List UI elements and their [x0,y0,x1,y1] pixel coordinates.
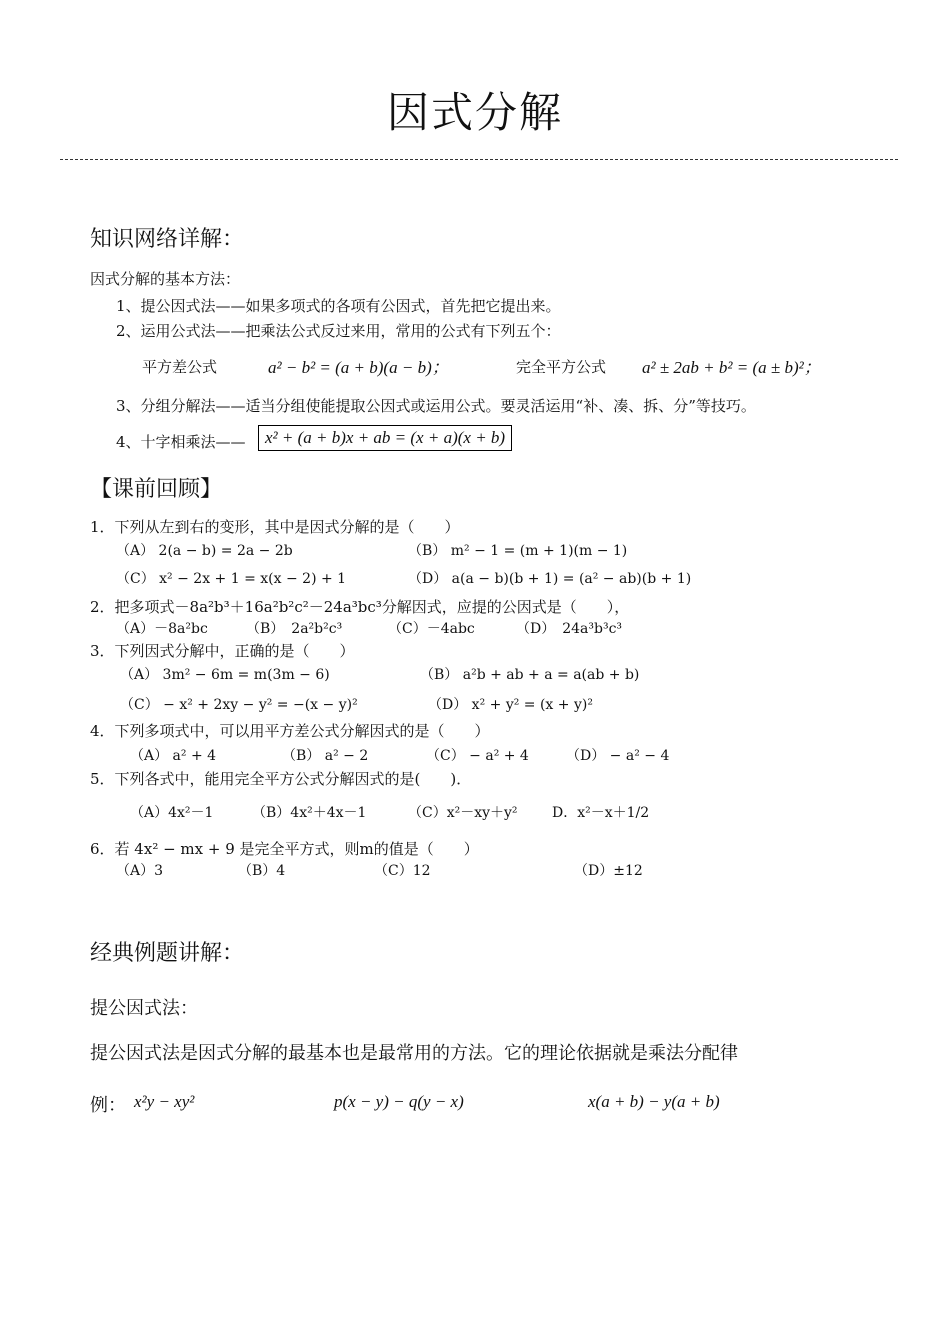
question-4-option-c: （C） − a² + 4 [426,748,529,764]
question-1-stem: 1．下列从左到右的变形，其中是因式分解的是（ ） [90,518,460,536]
question-1-option-b: （B） m² − 1 = (m + 1)(m − 1) [408,543,628,559]
example-1: x²y − xy² [134,1092,195,1111]
method-3: 3、分组分解法——适当分组使能提取公因式或运用公式。要灵活运用“补、凑、拆、分”等技巧。 [116,397,756,415]
question-2-option-d: （D） 24a³b³c³ [516,621,623,637]
question-1-option-d: （D） a(a − b)(b + 1) = (a² − ab)(b + 1) [408,571,692,587]
page-title: 因式分解 [386,88,563,137]
example-2: p(x − y) − q(y − x) [334,1092,464,1111]
question-2-option-a: （A）－8a²bc [116,621,208,637]
question-3-option-b: （B） a²b + ab + a = a(ab + b) [420,667,640,683]
question-3-stem: 3．下列因式分解中，正确的是（ ） [90,642,355,660]
formula-sq-diff: a² − b² = (a + b)(a − b)； [268,358,449,377]
example-3: x(a + b) − y(a + b) [588,1092,720,1111]
common-factor-description: 提公因式法是因式分解的最基本也是最常用的方法。它的理论依据就是乘法分配律 [90,1043,738,1064]
question-4-option-a: （A） a² + 4 [130,748,217,764]
formula-perfect-label: 完全平方公式 [516,358,607,376]
question-2-option-b: （B） 2a²b²c³ [246,621,343,637]
question-3-option-d: （D） x² + y² = (x + y)² [428,697,593,713]
question-5-option-b: （B）4x²＋4x－1 [252,805,367,821]
method-2: 2、运用公式法——把乘法公式反过来用，常用的公式有下列五个： [116,322,561,340]
formula-cross-multiplication: x² + (a + b)x + ab = (x + a)(x + b) [258,425,512,451]
section-heading-review: 【课前回顾】 [90,477,223,502]
question-6-option-c: （C）12 [374,863,431,879]
example-label: 例： [90,1095,126,1116]
question-5-option-c: （C）x²－xy＋y² [408,805,518,821]
question-1-option-a: （A） 2(a − b) = 2a − 2b [116,543,293,559]
method-4: 4、十字相乘法—— [116,433,246,451]
question-3-option-a: （A） 3m² − 6m = m(3m − 6) [120,667,330,683]
subheading-common-factor: 提公因式法： [90,998,198,1019]
question-6-option-a: （A）3 [116,863,164,879]
question-6-option-b: （B）4 [238,863,286,879]
question-5-stem: 5．下列各式中，能用完全平方公式分解因式的是( )． [90,770,472,788]
methods-intro: 因式分解的基本方法： [90,270,241,288]
question-4-option-b: （B） a² − 2 [282,748,369,764]
question-6-stem: 6．若 4x² − mx + 9 是完全平方式，则m的值是（ ） [90,840,479,858]
formula-sq-diff-label: 平方差公式 [142,358,218,376]
question-4-stem: 4．下列多项式中，可以用平方差公式分解因式的是（ ） [90,722,490,740]
section-heading-examples: 经典例题讲解： [90,941,245,966]
section-heading-knowledge: 知识网络详解： [90,227,245,252]
method-1: 1、提公因式法——如果多项式的各项有公因式，首先把它提出来。 [116,297,561,315]
question-6-option-d: （D）±12 [574,863,643,879]
question-2-stem: 2．把多项式－8a²b³＋16a²b²c²－24a³bc³分解因式，应提的公因式是（ ）， [90,598,630,616]
question-3-option-c: （C） − x² + 2xy − y² = −(x − y)² [120,697,358,713]
question-5-option-a: （A）4x²－1 [130,805,214,821]
question-1-option-c: （C） x² − 2x + 1 = x(x − 2) + 1 [116,571,347,587]
question-2-option-c: （C）－4abc [388,621,475,637]
formula-perfect: a² ± 2ab + b² = (a ± b)²； [642,358,821,377]
dashed-divider [60,159,898,160]
question-5-option-d: D．x²－x＋1/2 [552,805,650,821]
question-4-option-d: （D） − a² − 4 [566,748,670,764]
